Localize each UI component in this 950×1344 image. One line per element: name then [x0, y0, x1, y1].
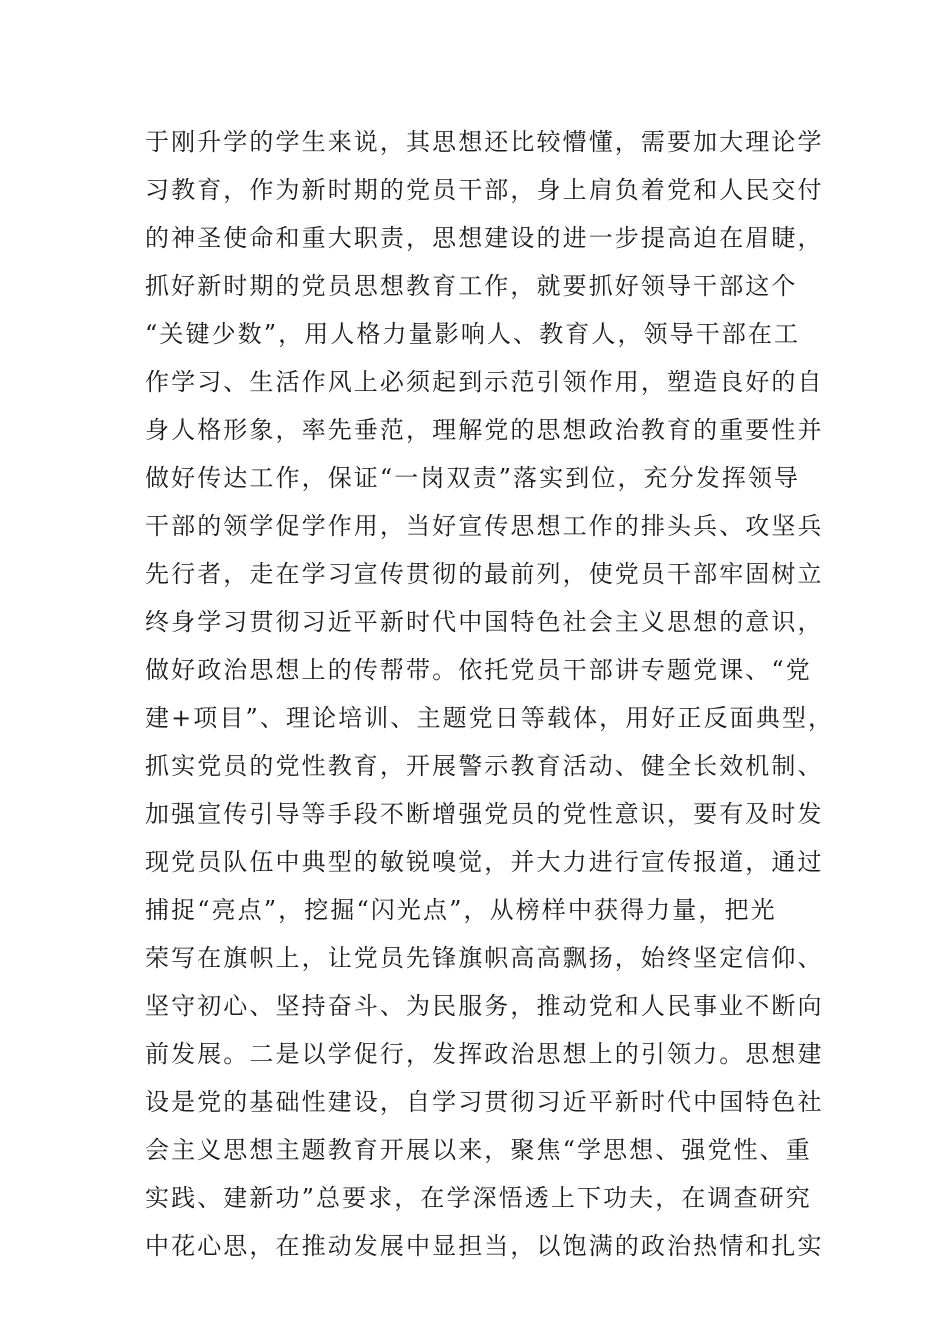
text-line: 加强宣传引导等手段不断增强党员的党性意识，要有及时发: [145, 800, 824, 828]
text-line: 前发展。二是以学促行，发挥政治思想上的引领力。思想建: [145, 1040, 824, 1068]
text-line: 实践、建新功”总要求，在学深悟透上下功夫，在调查研究: [145, 1184, 812, 1212]
text-line: 捕捉“亮点”，挖掘“闪光点”，从榜样中获得力量，把光: [145, 896, 777, 924]
text-line: 身人格形象，率先垂范，理解党的思想政治教育的重要性并: [145, 416, 824, 444]
text-line: 中花心思，在推动发展中显担当，以饱满的政治热情和扎实: [145, 1232, 824, 1260]
text-line: 建+项目”、理论培训、主题党日等载体，用好正反面典型，: [145, 704, 835, 732]
text-line: 做好传达工作，保证“一岗双责”落实到位，充分发挥领导: [145, 464, 801, 492]
text-line: 习教育，作为新时期的党员干部，身上肩负着党和人民交付: [145, 176, 824, 204]
text-line: 干部的领学促学作用，当好宣传思想工作的排头兵、攻坚兵: [145, 512, 824, 540]
text-line: 抓好新时期的党员思想教育工作，就要抓好领导干部这个: [145, 272, 798, 300]
text-line: 荣写在旗帜上，让党员先锋旗帜高高飘扬，始终坚定信仰、: [145, 944, 824, 972]
text-line: 先行者，走在学习宣传贯彻的最前列，使党员干部牢固树立: [145, 560, 824, 588]
text-line: 抓实党员的党性教育，开展警示教育活动、健全长效机制、: [145, 752, 824, 780]
text-line: 于刚升学的学生来说，其思想还比较懵懂，需要加大理论学: [145, 128, 824, 156]
text-line: 坚守初心、坚持奋斗、为民服务，推动党和人民事业不断向: [145, 992, 824, 1020]
text-line: 作学习、生活作风上必须起到示范引领作用，塑造良好的自: [145, 368, 824, 396]
text-line: 现党员队伍中典型的敏锐嗅觉，并大力进行宣传报道，通过: [145, 848, 824, 876]
text-line: 的神圣使命和重大职责，思想建设的进一步提高迫在眉睫，: [145, 224, 824, 252]
text-line: 终身学习贯彻习近平新时代中国特色社会主义思想的意识，: [145, 608, 824, 636]
body-text: [145, 118, 835, 1270]
text-line: 设是党的基础性建设，自学习贯彻习近平新时代中国特色社: [145, 1088, 824, 1116]
text-line: “关键少数”，用人格力量影响人、教育人，领导干部在工: [145, 320, 801, 348]
text-line: 做好政治思想上的传帮带。依托党员干部讲专题党课、“党: [145, 656, 812, 684]
text-line: 会主义思想主题教育开展以来，聚焦“学思想、强党性、重: [145, 1136, 812, 1164]
